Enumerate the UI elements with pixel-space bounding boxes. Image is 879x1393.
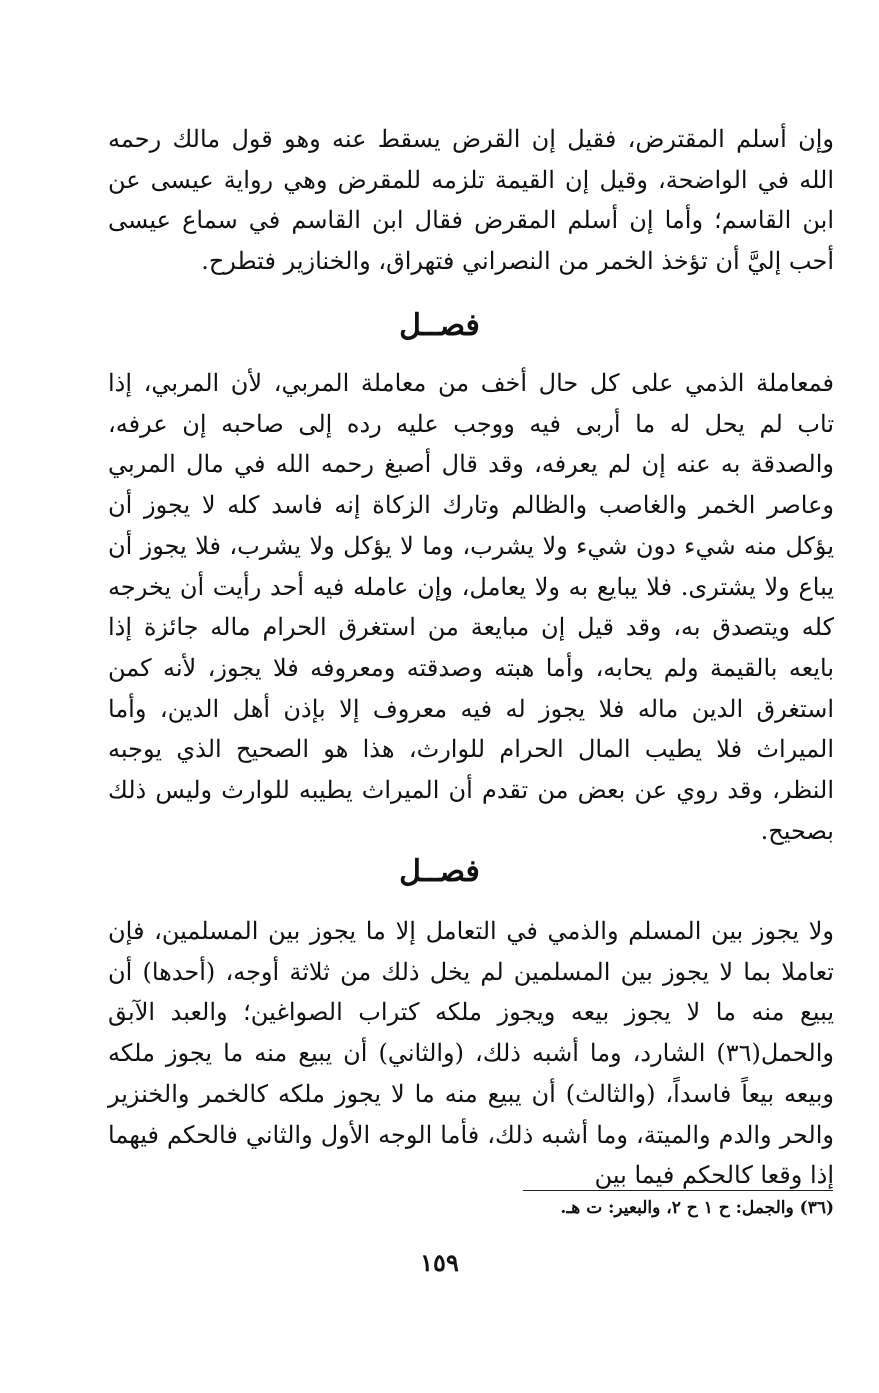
section-heading: فصــل (399, 854, 480, 889)
page-number: ١٥٩ (420, 1248, 459, 1277)
paragraph-text: ولا يجوز بين المسلم والذمي في التعامل إلا ما يجوز بين المسلمين، فإن تعاملا بما لا يجوز بين المسلمين لم يخل ذلك من ثلاثة أوجه، (أحدها) أن يبيع منه ما لا يجوز بيعه ويجوز ملكه كتراب الصواغين؛ والعبد الآبق والحمل(٣٦) الشارد، وما أشبه ذلك، (والثاني) أن يبيع منه ما يجوز ملكه وبيعه بيعاً فاسداً، (والثالث) أن يبيع منه ما لا يجوز ملكه كالخمر والخنزير والحر والدم والميتة، وما أشبه ذلك، فأما الوجه الأول والثاني فالحكم فيهما إذا وقعا كالحكم فيما بين (108, 917, 834, 1190)
section-heading: فصــل (399, 308, 480, 343)
footnote-divider (523, 1190, 833, 1191)
paragraph-text: وإن أسلم المقترض، فقيل إن القرض يسقط عنه وهو قول مالك رحمه الله في الواضحة، وقيل إن القيمة تلزمه للمقرض وهي رواية عيسى عن ابن القاسم؛ وأما إن أسلم المقرض فقال ابن القاسم في سماع عيسى أحب إليَّ أن تؤخذ الخمر من النصراني فتهراق، والخنازير فتطرح. (108, 125, 834, 276)
paragraph-text: فمعاملة الذمي على كل حال أخف من معاملة المربي، لأن المربي، إذا تاب لم يحل له ما أربى فيه ووجب عليه رده إلى صاحبه إن عرفه، والصدقة به عنه إن لم يعرفه، وقد قال أصبغ رحمه الله في مال المربي وعاصر الخمر والغاصب والظالم وتارك الزكاة إنه فاسد كله لا يجوز أن يؤكل منه شيء دون شيء ولا يشرب، وما لا يؤكل ولا يشرب، فلا يجوز أن يباع ولا يشترى. فلا يبايع به ولا يعامل، وإن عامله فيه أحد رأيت أن يخرجه كله ويتصدق به، وقد قيل إن مبايعة من استغرق الحرام ماله جائزة إذا بايعه بالقيمة ولم يحابه، وأما هبته وصدقته ومعروفه فلا يجوز، لأنه كمن استغرق الدين ماله فلا يجوز له فيه معروف إلا بإذن أهل الدين، وأما الميراث فلا يطيب المال الحرام للوارث، هذا هو الصحيح الذي يوجبه النظر، وقد روي عن بعض من تقدم أن الميراث يطيبه للوارث وليس ذلك بصحيح. (108, 369, 835, 845)
footnote: (٣٦) والجمل: ح ١ ح ٢، والبعير: ت هـ. (560, 1198, 834, 1218)
